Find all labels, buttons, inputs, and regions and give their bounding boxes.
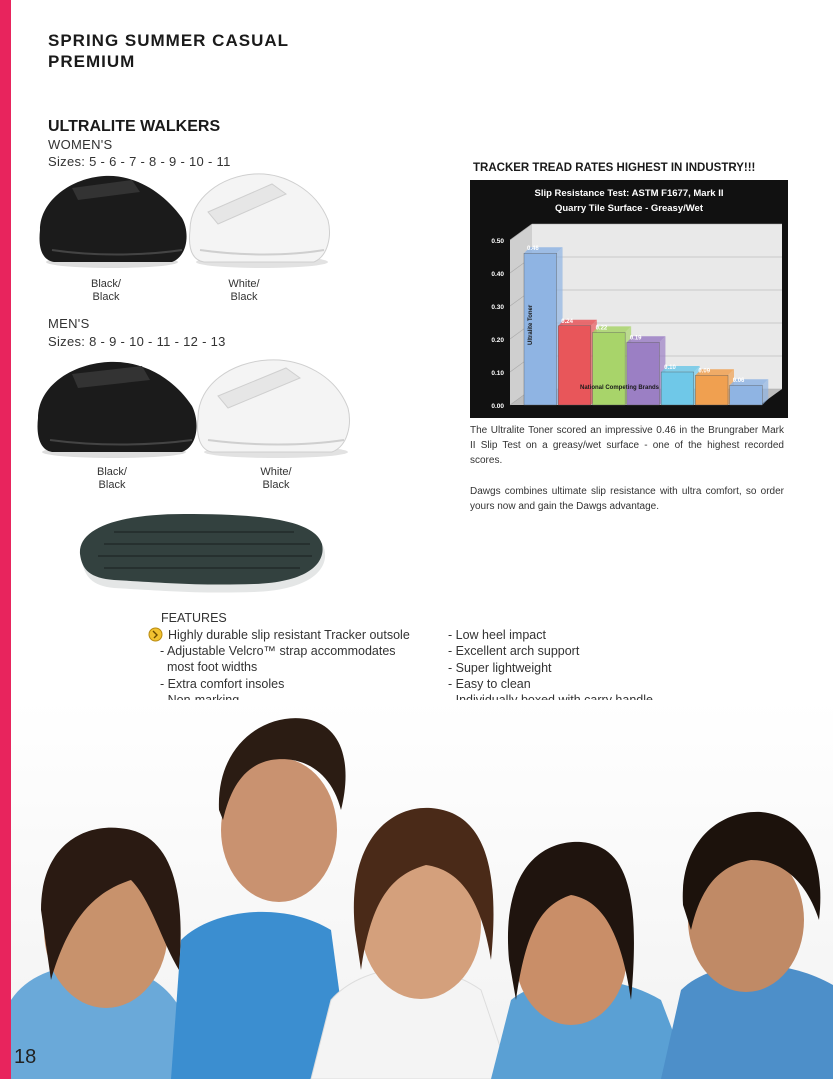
caption-line: Black [230, 291, 258, 303]
chart-plot [491, 224, 782, 410]
chart-value-label: 0.24 [561, 318, 573, 325]
chart-bar [627, 342, 660, 405]
chart-heading: TRACKER TREAD RATES HIGHEST IN INDUSTRY!!! [473, 162, 756, 174]
color-caption-men-white [246, 466, 306, 492]
chart-value-label: 0.09 [698, 368, 711, 375]
features-right-1: - Low heel impact [448, 628, 546, 642]
mens-shoes-image [32, 352, 352, 464]
chart-value-label: 0.22 [595, 325, 608, 332]
shoe-black-women [40, 176, 187, 268]
chart-value-label: 0.06 [732, 378, 745, 385]
chart-bar [593, 332, 626, 405]
chart-value-label: 0.19 [629, 335, 642, 342]
features-left-4: - Extra comfort insoles [160, 677, 285, 691]
features-left-3: most foot widths [160, 660, 258, 674]
chart-bar [661, 372, 694, 405]
chart-svg [470, 180, 788, 418]
paragraph-advantage: Dawgs combines ultimate slip resistance with ultra comfort, so order yours now and gain the Dawgs advantage. [470, 486, 784, 512]
badge-icon [148, 627, 163, 642]
product-title: ULTRALITE WALKERS [48, 118, 221, 135]
section-title [48, 30, 289, 72]
page-accent-bar [0, 0, 11, 1079]
chart-value-label: 0.46 [527, 246, 539, 253]
chart-tick-label: 0.20 [491, 337, 504, 344]
womens-sizes: Sizes: 5 - 6 - 7 - 8 - 9 - 10 - 11 [48, 154, 231, 169]
section-title-line1: SPRING SUMMER CASUAL [48, 31, 290, 50]
shoe-black-men [38, 362, 197, 458]
chart-tick-label: 0.50 [491, 238, 504, 245]
chart-bar [695, 375, 728, 405]
medical-staff-photo [11, 700, 833, 1079]
paragraph-score: The Ultralite Toner scored an impressive 0.46 in the Brungraber Mark II Slip Test on a greasy/wet surface - one of the highest recorded scores. [470, 425, 784, 466]
color-caption-women-white [214, 278, 274, 304]
chart-subtitle: Quarry Tile Surface - Greasy/Wet [554, 203, 704, 214]
chart-tick-label: 0.40 [491, 271, 504, 278]
chart-bar [558, 326, 591, 405]
features-left-2: - Adjustable Velcro™ strap accommodates [160, 644, 396, 658]
page-number: 18 [14, 1046, 37, 1068]
caption-line: Black/ [97, 466, 127, 478]
caption-line: White/ [228, 278, 260, 290]
caption-line: White/ [260, 466, 292, 478]
features-right-4: - Easy to clean [448, 677, 531, 691]
mens-label: MEN'S [48, 316, 90, 331]
features-right-2: - Excellent arch support [448, 644, 580, 658]
section-title-line2: PREMIUM [48, 52, 136, 71]
outsole-image [74, 512, 330, 598]
chart-tick-label: 0.30 [491, 304, 504, 311]
womens-label: WOMEN'S [48, 137, 113, 152]
features-left-first: Highly durable slip resistant Tracker outsole [168, 628, 410, 642]
caption-line: Black [98, 479, 126, 491]
features-title: FEATURES [161, 611, 227, 625]
chart-tick-label: 0.10 [491, 370, 504, 377]
chart-title: Slip Resistance Test: ASTM F1677, Mark II [534, 188, 724, 199]
shoe-white-women [190, 174, 330, 268]
mens-sizes: Sizes: 8 - 9 - 10 - 11 - 12 - 13 [48, 334, 226, 349]
caption-line: Black [92, 291, 120, 303]
shoe-white-men [198, 360, 350, 458]
chart-tick-label: 0.00 [491, 403, 504, 410]
chart-bar [730, 385, 763, 405]
chart-series-label-competitors: National Competing Brands [580, 385, 660, 391]
caption-line: Black [262, 479, 290, 491]
slip-resistance-chart [470, 180, 788, 418]
chart-value-label: 0.10 [664, 365, 676, 371]
features-right-3: - Super lightweight [448, 661, 552, 675]
womens-shoes-image [32, 170, 332, 275]
caption-line: Black/ [91, 278, 121, 290]
color-caption-women-black [76, 278, 136, 304]
color-caption-men-black [82, 466, 142, 492]
chart-series-label-ultralite: Ultralite Toner [528, 304, 534, 345]
